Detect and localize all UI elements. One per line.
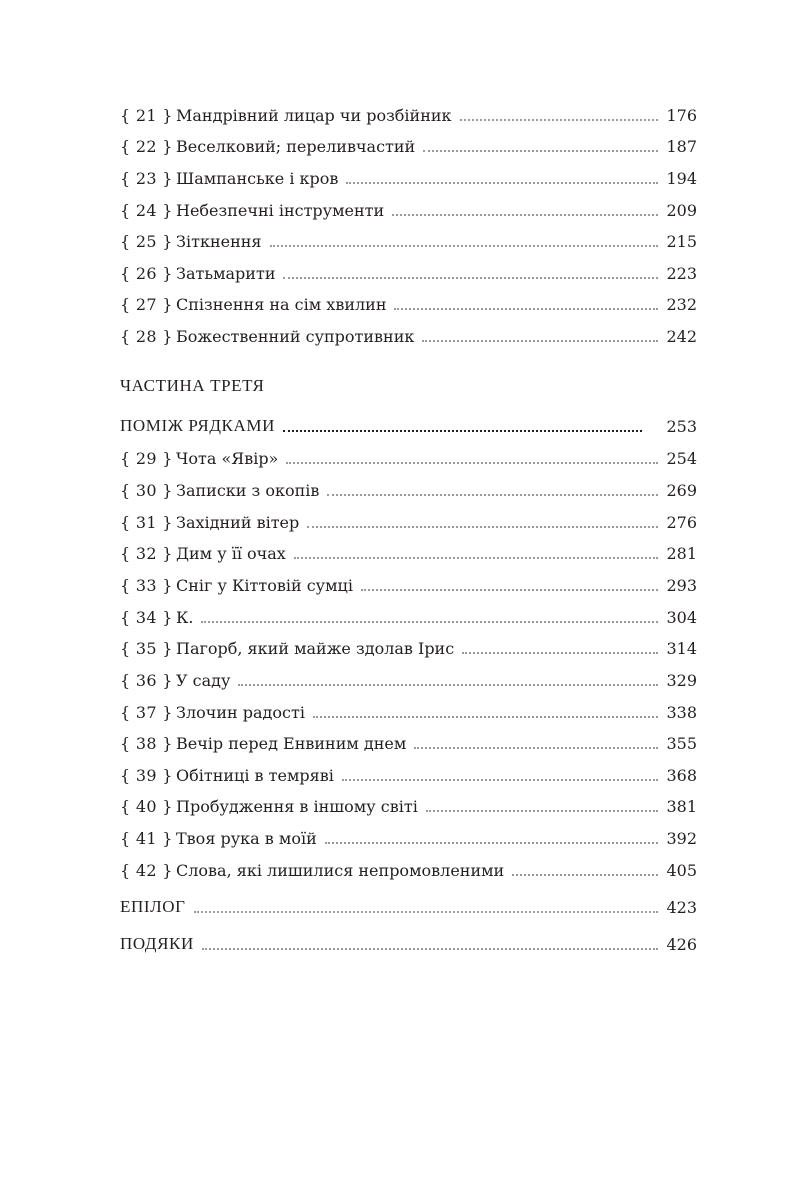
toc-entry: [120, 854, 697, 882]
chapter-number: { 42 }: [120, 861, 173, 880]
chapter-number: { 33 }: [120, 576, 173, 595]
page-number: 253: [666, 417, 697, 436]
page-number: 426: [666, 935, 697, 954]
chapter-title: Слова, які лишилися непромовленими: [176, 861, 505, 880]
part-label: ЧАСТИНА ТРЕТЯ: [120, 376, 265, 395]
chapter-title: Дим у її очах: [176, 544, 286, 563]
toc-entry: [120, 225, 697, 253]
chapter-title: Небезпечні інструменти: [176, 201, 385, 220]
page-number: 276: [666, 513, 697, 532]
chapter-number: { 30 }: [120, 481, 173, 500]
page-number: 242: [666, 327, 697, 346]
chapter-number: { 41 }: [120, 829, 173, 848]
chapter-number: { 25 }: [120, 232, 173, 251]
page-number: 293: [666, 576, 697, 595]
toc-entry: [120, 822, 697, 850]
toc-entry: [120, 727, 697, 755]
chapter-number: { 27 }: [120, 295, 173, 314]
dot-leader: [394, 308, 658, 310]
chapter-title: Вечір перед Енвиним днем: [176, 734, 407, 753]
chapter-number: { 34 }: [120, 608, 173, 627]
dot-leader: [462, 652, 658, 654]
page-number: 355: [666, 734, 697, 753]
toc-entry: [120, 790, 697, 818]
dot-leader: [512, 874, 658, 876]
chapter-number: { 22 }: [120, 137, 173, 156]
chapter-number: { 29 }: [120, 449, 173, 468]
toc-entry: [120, 320, 697, 348]
page-number: 215: [666, 232, 697, 251]
page-number: 209: [666, 201, 697, 220]
toc-entry: [120, 696, 697, 724]
part-title: ПОМІЖ РЯДКАМИ: [120, 416, 275, 435]
page-number: 423: [666, 898, 697, 917]
part-title-entry: [120, 410, 697, 438]
chapter-title: Зіткнення: [176, 232, 262, 251]
toc-entry: [120, 537, 697, 565]
toc-entry: [120, 130, 697, 158]
acknowledgements-title: ПОДЯКИ: [120, 934, 194, 953]
toc-entry: [120, 759, 697, 787]
chapter-number: { 23 }: [120, 169, 173, 188]
dot-leader: [422, 340, 658, 342]
page-number: 269: [666, 481, 697, 500]
chapter-title: Веселковий; переливчастий: [176, 137, 416, 156]
chapter-title: Сніг у Кіттовій сумці: [176, 576, 353, 595]
dot-leader: [294, 557, 659, 559]
page-number: 368: [666, 766, 697, 785]
dot-leader: [342, 779, 659, 781]
chapter-title: Чота «Явір»: [176, 449, 279, 468]
page-number: 187: [666, 137, 697, 156]
page-number: 304: [666, 608, 697, 627]
toc-entry: [120, 474, 697, 502]
chapter-number: { 31 }: [120, 513, 173, 532]
dot-leader: [426, 810, 659, 812]
chapter-number: { 37 }: [120, 703, 173, 722]
dot-leader: [286, 462, 658, 464]
page-number: 194: [666, 169, 697, 188]
chapter-number: { 21 }: [120, 106, 173, 125]
chapter-number: { 32 }: [120, 544, 173, 563]
page-number: 281: [666, 544, 697, 563]
toc-entry: [120, 506, 697, 534]
toc-page: [120, 0, 697, 1196]
chapter-title: Пагорб, який майже здолав Ірис: [176, 639, 455, 658]
chapter-title: Спізнення на сім хвилин: [176, 295, 387, 314]
toc-entry: [120, 569, 697, 597]
dot-leader: [283, 277, 658, 279]
page-number: 338: [666, 703, 697, 722]
dot-leader: [392, 214, 658, 216]
acknowledgements-entry: [120, 928, 697, 956]
dot-leader: [346, 182, 658, 184]
page-number: 314: [666, 639, 697, 658]
toc-entry: [120, 194, 697, 222]
page-number: 405: [666, 861, 697, 880]
dot-leader: [201, 621, 658, 623]
chapter-number: { 36 }: [120, 671, 173, 690]
dot-leader: [202, 948, 659, 950]
dot-leader: [270, 245, 659, 247]
chapter-number: { 26 }: [120, 264, 173, 283]
page-number: 381: [666, 797, 697, 816]
chapter-title: Божественний супротивник: [176, 327, 415, 346]
toc-entry: [120, 162, 697, 190]
dot-leader: [361, 589, 659, 591]
chapter-title: Мандрівний лицар чи розбійник: [176, 106, 452, 125]
epilogue-entry: [120, 891, 697, 919]
chapter-title: Шампанське і кров: [176, 169, 339, 188]
chapter-number: { 38 }: [120, 734, 173, 753]
chapter-title: Пробудження в іншому світі: [176, 797, 418, 816]
chapter-title: У саду: [176, 671, 231, 690]
dot-leader: [414, 747, 658, 749]
chapter-title: К.: [176, 608, 194, 627]
toc-entry: [120, 601, 697, 629]
epilogue-title: ЕПІЛОГ: [120, 897, 186, 916]
chapter-number: { 35 }: [120, 639, 173, 658]
chapter-title: Затьмарити: [176, 264, 276, 283]
dot-leader: [283, 430, 643, 432]
dot-leader: [423, 150, 658, 152]
chapter-title: Злочин радості: [176, 703, 305, 722]
dot-leader: [313, 716, 659, 718]
toc-entry: [120, 632, 697, 660]
chapter-title: Записки з окопів: [176, 481, 320, 500]
dot-leader: [327, 494, 658, 496]
dot-leader: [194, 911, 659, 913]
toc-entry: [120, 288, 697, 316]
toc-entry: [120, 99, 697, 127]
chapter-number: { 39 }: [120, 766, 173, 785]
chapter-number: { 24 }: [120, 201, 173, 220]
chapter-title: Твоя рука в моїй: [176, 829, 317, 848]
chapter-number: { 28 }: [120, 327, 173, 346]
dot-leader: [325, 842, 659, 844]
page-number: 392: [666, 829, 697, 848]
page-number: 176: [666, 106, 697, 125]
dot-leader: [460, 119, 659, 121]
toc-entry: [120, 664, 697, 692]
dot-leader: [307, 526, 658, 528]
chapter-title: Західний вітер: [176, 513, 300, 532]
toc-entry: [120, 257, 697, 285]
chapter-title: Обітниці в темряві: [176, 766, 334, 785]
page-number: 329: [666, 671, 697, 690]
page-number: 223: [666, 264, 697, 283]
page-number: 232: [666, 295, 697, 314]
toc-entry: [120, 442, 697, 470]
chapter-number: { 40 }: [120, 797, 173, 816]
dot-leader: [238, 684, 658, 686]
page-number: 254: [666, 449, 697, 468]
